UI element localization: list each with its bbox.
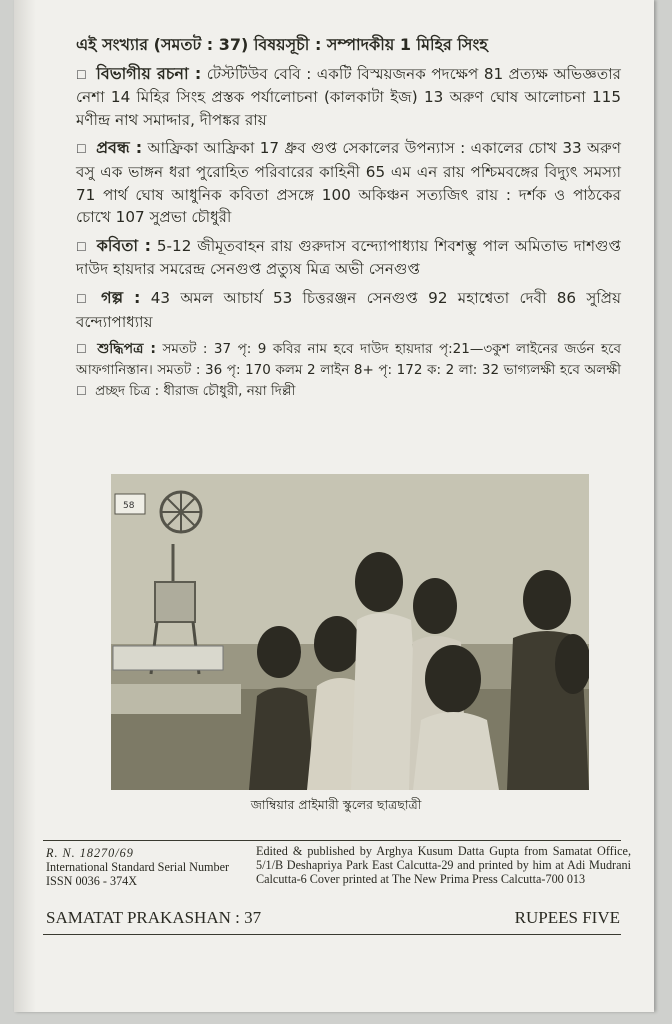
issn-number: ISSN 0036 - 374X (46, 874, 138, 888)
table-of-contents (76, 34, 621, 408)
back-cover-page (14, 0, 654, 1012)
section-title: গল্প : (101, 287, 141, 307)
section-stories (76, 287, 621, 333)
section-title: বিভাগীয় রচনা : (96, 63, 202, 83)
imprint-top-rule (43, 840, 621, 841)
errata-title: শুদ্ধিপত্র : (97, 341, 157, 358)
section-text: আফ্রিকা আফ্রিকা 17 ধ্রুব গুপ্ত সেকালের উপন্যাস : একালের চোখ 33 অরুণ বসু এক ভাঙ্গন ধরা পুরোহিত পরিবারের কাহিনী 65 এম এন রায় পশ্চিমবঙ্গের বিদ্যুৎ সমস্যা 71 পার্থ ঘোষ আধুনিক কবিতা প্রসঙ্গে 100 অকিঞ্চন সত্যজিৎ রায় : দর্শক ও পাঠকের চোখে 107 সুপ্রভা চৌধুরী (76, 139, 622, 227)
section-text: টেস্টটিউব বেবি : একটি বিস্ময়জনক পদক্ষেপ 81 প্রত্যক্ষ অভিজ্ঞতার নেশা 14 মিহির সিংহ প্রস্তক পর্যালোচনা (কালকাটা ইজ) 13 অরুণ ঘোষ আলোচনা 115 মণীন্দ্র নাথ সমাদ্দার, দীপঙ্কর রায় (76, 64, 622, 129)
section-text: 5-12 জীমূতবাহন রায় গুরুদাস বন্দ্যোপাধ্যায় শিবশম্ভু পাল অমিতাভ দাশগুপ্ত দাউদ হায়দার সমরেন্দ্র সেনগুপ্ত প্রত্যুষ মিত্র অভী সেনগুপ্ত (76, 236, 622, 279)
section-title: কবিতা : (96, 235, 151, 255)
price-footer (46, 908, 620, 928)
contents-heading: এই সংখ্যার (সমতট : 37) বিষয়সূচী : সম্পাদকীয় 1 মিহির সিংহ (76, 35, 488, 54)
publisher-statement: Edited & published by Arghya Kusum Datta Gupta from Samatat Office, 5/1/B Deshapriya Park East Calcutta-29 and printed by him at Adi Mudrani Calcutta-6 Cover printed at The New Prima Press Calcutta-700 013 (256, 844, 631, 886)
registration-info (46, 846, 236, 888)
box-bullet-icon: ☐ (76, 384, 87, 399)
issn-label: International Standard Serial Number (46, 860, 230, 874)
section-essays (76, 137, 621, 228)
cover-credit: প্রচ্ছদ চিত্র : ধীরাজ চৌধুরী, নয়া দিল্লী (95, 383, 296, 400)
rn-number: R. N. 18270/69 (46, 846, 134, 860)
box-bullet-icon: ☐ (76, 239, 87, 254)
box-bullet-icon: ☐ (76, 342, 87, 357)
section-text: 43 অমল আচার্য 53 চিত্তরঞ্জন সেনগুপ্ত 92 মহাশ্বেতা দেবী 86 সুপ্রিয় বন্দ্যোপাধ্যায় (76, 288, 622, 331)
publication-name: SAMATAT PRAKASHAN : 37 (46, 908, 262, 927)
box-bullet-icon: ☐ (76, 291, 87, 306)
section-departmental (76, 63, 621, 132)
imprint-bottom-rule (43, 934, 621, 935)
photo-illustration (111, 474, 589, 790)
section-errata (76, 339, 621, 402)
box-bullet-icon: ☐ (76, 67, 87, 82)
photo-caption: জাম্বিয়ার প্রাইমারী স্কুলের ছাত্রছাত্রী (250, 797, 422, 812)
schoolchildren-photo (111, 474, 589, 790)
errata-text: সমতট : 37 পৃ: 9 কবির নাম হবে দাউদ হায়দার পৃ:21—৩কুশ লাইনের জর্ডন হবে আফগানিস্তান। সমতট : 36 পৃ: 170 কলম 2 লাইন 8+ পৃ: 172 ক: 2 লা: 32 ভাগ্যলক্ষী হবে অলক্ষী (76, 341, 622, 379)
box-bullet-icon: ☐ (76, 142, 87, 157)
section-title: প্রবন্ধ : (96, 138, 143, 158)
sign-label: 58 (123, 501, 135, 511)
price-label: RUPEES FIVE (514, 908, 620, 927)
spine-shadow (14, 0, 36, 1012)
section-poems (76, 235, 621, 281)
